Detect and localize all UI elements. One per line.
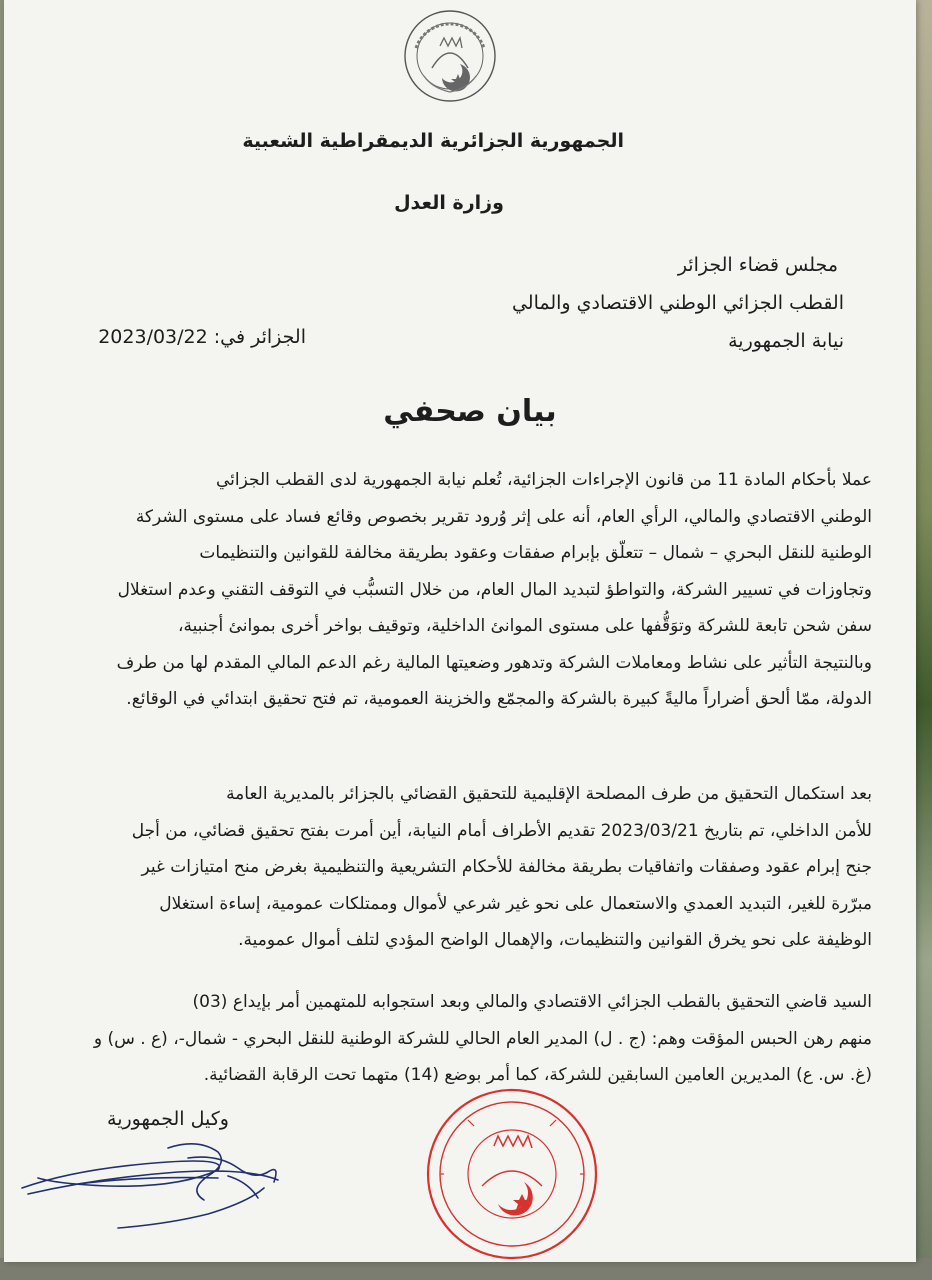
document-date: الجزائر في: 2023/03/22: [98, 326, 306, 348]
official-stamp: [424, 1086, 600, 1262]
paragraph-line: للأمن الداخلي، تم بتاريخ 2023/03/21 تقديم الأطراف أمام النيابة، أين أمرت بفتح تحقيق قضائي، من أجل: [131, 820, 872, 841]
document-title: بيان صحفي: [383, 394, 557, 429]
paragraph-1: [60, 462, 872, 718]
ministry-heading: وزارة العدل: [394, 192, 504, 214]
paragraph-line: الوطنية للنقل البحري – شمال – تتعلّق بإبرام صفقات وعقود بطريقة مخالفة للقوانين والتنظيمات: [199, 543, 872, 563]
document-page: [4, 0, 916, 1262]
paragraph-line: جنح إبرام عقود وصفقات واتفاقيات بطريقة مخالفة للأحكام التشريعية والتنظيمية بغرض منح امتيازات غير: [141, 857, 872, 877]
handwritten-signature: [18, 1128, 308, 1238]
paragraph-line: بعد استكمال التحقيق من طرف المصلحة الإقليمية للتحقيق القضائي بالجزائر بالمديرية العامة: [226, 784, 872, 804]
paragraph-line: منهم رهن الحبس المؤقت وهم: (ج . ل) المدير العام الحالي للشركة الوطنية للنقل البحري - شمال-، (ع . س) و: [93, 1028, 872, 1049]
state-emblem-icon: [402, 8, 498, 104]
paragraph-line: (غ. س. ع) المديرين العامين السابقين للشركة، كما أمر بوضع (14) متهما تحت الرقابة القضائية.: [203, 1065, 872, 1085]
court-name: مجلس قضاء الجزائر: [677, 254, 838, 276]
paragraph-line: سفن شحن تابعة للشركة وتوَقُّفها على مستوى الموانئ الداخلية، وتوقيف بواخر أخرى بموانئ أجنبية،: [178, 616, 872, 636]
paragraph-line: الوطني الاقتصادي والمالي، الرأي العام، أنه على إثر وُرود تقرير بخصوص وقائع فساد على مستوى الشركة: [135, 506, 872, 527]
paragraph-line: الدولة، ممّا ألحق أضراراً ماليةً كبيرة بالشركة والمجمّع والخزينة العمومية، تم فتح تحقيق ابتدائي في الوقائع.: [126, 689, 872, 709]
paragraph-line: وتجاوزات في تسيير الشركة، والتواطؤ لتبديد المال العام، من خلال التسبُّب في التوقف التقني وعدم استغلال: [117, 579, 872, 600]
court-division: القطب الجزائي الوطني الاقتصادي والمالي: [511, 292, 844, 314]
paragraph-3: [60, 984, 872, 1094]
prosecution-office: نيابة الجمهورية: [728, 330, 844, 352]
paragraph-line: السيد قاضي التحقيق بالقطب الجزائي الاقتصادي والمالي وبعد استجوابه للمتهمين أمر بإيداع (03): [192, 992, 872, 1012]
paragraph-2: [60, 776, 872, 959]
signer-title: وكيل الجمهورية: [107, 1108, 229, 1130]
paragraph-line: عملا بأحكام المادة 11 من قانون الإجراءات الجزائية، تُعلم نيابة الجمهورية لدى القطب الجزائي: [215, 470, 872, 490]
republic-heading: الجمهورية الجزائرية الديمقراطية الشعبية: [242, 130, 624, 152]
paragraph-line: الوظيفة على نحو يخرق القوانين والتنظيمات، والإهمال الواضح المؤدي لتلف أموال عمومية.: [238, 930, 872, 950]
paragraph-line: وبالنتيجة التأثير على نشاط ومعاملات الشركة وتدهور وضعيتها المالية رغم الدعم المالي المقدم لها من طرف: [116, 652, 872, 673]
paragraph-line: مبرّرة للغير، التبديد العمدي والاستعمال على نحو غير شرعي لأموال وممتلكات عمومية، إساءة استغلال: [159, 893, 872, 914]
